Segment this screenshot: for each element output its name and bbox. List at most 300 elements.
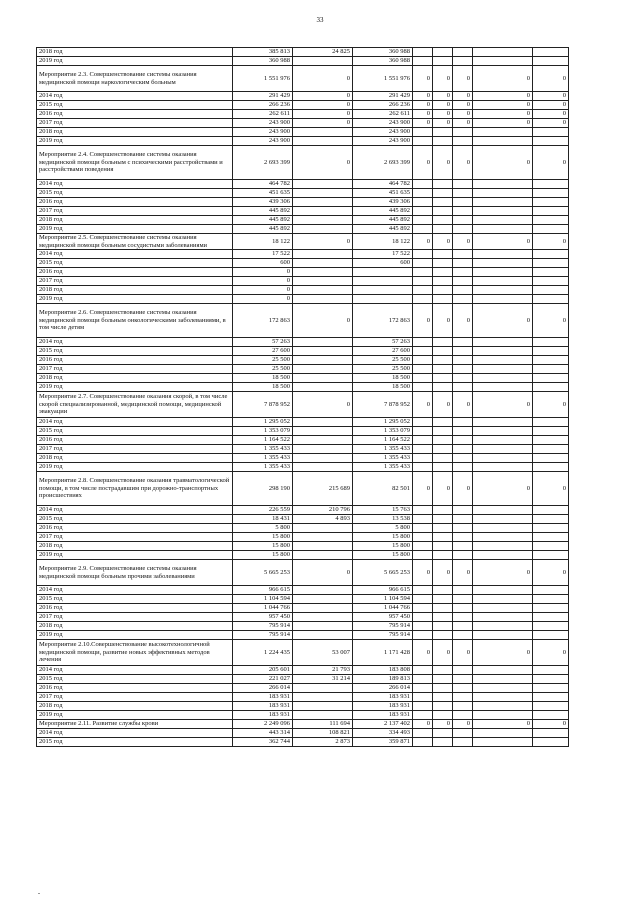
amount-cell-c4 (433, 533, 453, 542)
amount-cell-c5 (453, 180, 473, 189)
amount-cell-c5 (453, 365, 473, 374)
amount-cell-c3 (413, 365, 433, 374)
amount-cell-c7 (533, 463, 569, 472)
amount-cell-c6 (473, 295, 533, 304)
amount-cell-c1 (293, 436, 353, 445)
amount-cell-c7 (533, 738, 569, 747)
amount-cell-total: 1 164 522 (233, 436, 293, 445)
amount-cell-c2 (353, 277, 413, 286)
amount-cell-c4 (433, 463, 453, 472)
amount-cell-c3: 0 (413, 110, 433, 119)
amount-cell-c6 (473, 128, 533, 137)
amount-cell-c7 (533, 595, 569, 604)
amount-cell-c7: 0 (533, 92, 569, 101)
amount-cell-c7 (533, 198, 569, 207)
amount-cell-total: 1 355 433 (233, 445, 293, 454)
year-cell: 2019 год (37, 137, 233, 146)
amount-cell-c3 (413, 250, 433, 259)
year-cell: 2018 год (37, 216, 233, 225)
amount-cell-c6 (473, 356, 533, 365)
amount-cell-c1 (293, 586, 353, 595)
amount-cell-c7 (533, 631, 569, 640)
scan-mark (38, 893, 40, 894)
amount-cell-total: 243 900 (233, 119, 293, 128)
year-cell: 2018 год (37, 286, 233, 295)
amount-cell-c6 (473, 418, 533, 427)
amount-cell-c4: 0 (433, 560, 453, 586)
year-cell: 2018 год (37, 622, 233, 631)
amount-cell-c7 (533, 374, 569, 383)
amount-cell-c6 (473, 454, 533, 463)
amount-cell-c5 (453, 684, 473, 693)
amount-cell-c7 (533, 365, 569, 374)
amount-cell-c5 (453, 454, 473, 463)
amount-cell-total: 795 914 (233, 622, 293, 631)
amount-cell-c2: 266 014 (353, 684, 413, 693)
amount-cell-c4 (433, 137, 453, 146)
year-row (37, 338, 569, 347)
amount-cell-c5 (453, 675, 473, 684)
amount-cell-c5 (453, 198, 473, 207)
year-cell: 2015 год (37, 738, 233, 747)
amount-cell-c5 (453, 463, 473, 472)
amount-cell-c2: 27 600 (353, 347, 413, 356)
amount-cell-c3 (413, 675, 433, 684)
amount-cell-total: 18 500 (233, 374, 293, 383)
amount-cell-c2: 17 522 (353, 250, 413, 259)
amount-cell-c3 (413, 418, 433, 427)
amount-cell-c7: 0 (533, 640, 569, 666)
amount-cell-c4 (433, 268, 453, 277)
amount-cell-c3 (413, 277, 433, 286)
year-row (37, 128, 569, 137)
amount-cell-c4 (433, 365, 453, 374)
amount-cell-c6 (473, 268, 533, 277)
event-name-cell: Мероприятие 2.7. Совершенствование оказания скорой, в том числе скорой специализированной, медицинской помощи, медицинской эвакуации (37, 392, 233, 418)
amount-cell-c5 (453, 729, 473, 738)
amount-cell-c2: 445 892 (353, 225, 413, 234)
amount-cell-c5 (453, 542, 473, 551)
year-cell: 2015 год (37, 595, 233, 604)
amount-cell-c5 (453, 595, 473, 604)
year-row (37, 92, 569, 101)
year-row (37, 666, 569, 675)
amount-cell-c3: 0 (413, 640, 433, 666)
amount-cell-total: 262 611 (233, 110, 293, 119)
amount-cell-total: 600 (233, 259, 293, 268)
year-cell: 2014 год (37, 250, 233, 259)
amount-cell-c6: 0 (473, 720, 533, 729)
amount-cell-c7: 0 (533, 472, 569, 506)
amount-cell-c1 (293, 356, 353, 365)
amount-cell-total: 291 429 (233, 92, 293, 101)
amount-cell-c6 (473, 542, 533, 551)
amount-cell-c1 (293, 524, 353, 533)
amount-cell-c4 (433, 374, 453, 383)
year-cell: 2015 год (37, 515, 233, 524)
amount-cell-c2: 57 263 (353, 338, 413, 347)
amount-cell-c1 (293, 622, 353, 631)
year-row (37, 729, 569, 738)
amount-cell-c6 (473, 57, 533, 66)
amount-cell-c3 (413, 666, 433, 675)
amount-cell-c5: 0 (453, 92, 473, 101)
budget-table (36, 47, 569, 747)
amount-cell-c6 (473, 277, 533, 286)
amount-cell-c7: 0 (533, 234, 569, 250)
amount-cell-c3: 0 (413, 92, 433, 101)
amount-cell-c4: 0 (433, 304, 453, 338)
amount-cell-c3 (413, 631, 433, 640)
event-name-cell: Мероприятие 2.11. Развитие службы крови (37, 720, 233, 729)
amount-cell-c7 (533, 666, 569, 675)
year-cell: 2015 год (37, 347, 233, 356)
year-cell: 2016 год (37, 110, 233, 119)
amount-cell-c3 (413, 48, 433, 57)
amount-cell-c2: 1 355 433 (353, 454, 413, 463)
amount-cell-c3 (413, 586, 433, 595)
amount-cell-c5 (453, 551, 473, 560)
amount-cell-c1: 31 214 (293, 675, 353, 684)
event-row (37, 304, 569, 338)
amount-cell-c4 (433, 675, 453, 684)
amount-cell-total: 205 601 (233, 666, 293, 675)
amount-cell-total: 385 813 (233, 48, 293, 57)
year-row (37, 268, 569, 277)
year-row (37, 198, 569, 207)
amount-cell-c5 (453, 356, 473, 365)
amount-cell-total: 0 (233, 286, 293, 295)
amount-cell-total: 243 900 (233, 128, 293, 137)
amount-cell-total: 25 500 (233, 365, 293, 374)
amount-cell-c5 (453, 250, 473, 259)
amount-cell-c6 (473, 427, 533, 436)
amount-cell-c4 (433, 693, 453, 702)
amount-cell-c6 (473, 684, 533, 693)
amount-cell-c5: 0 (453, 101, 473, 110)
amount-cell-c7 (533, 418, 569, 427)
amount-cell-c2: 957 450 (353, 613, 413, 622)
amount-cell-c2: 360 988 (353, 57, 413, 66)
amount-cell-c4 (433, 277, 453, 286)
year-row (37, 463, 569, 472)
year-cell: 2018 год (37, 48, 233, 57)
year-cell: 2016 год (37, 684, 233, 693)
amount-cell-c7 (533, 383, 569, 392)
amount-cell-c5 (453, 338, 473, 347)
year-row (37, 48, 569, 57)
amount-cell-c2: 445 892 (353, 207, 413, 216)
amount-cell-c6 (473, 338, 533, 347)
year-row (37, 515, 569, 524)
amount-cell-c6 (473, 702, 533, 711)
amount-cell-c4 (433, 198, 453, 207)
amount-cell-c5: 0 (453, 560, 473, 586)
amount-cell-c6 (473, 383, 533, 392)
amount-cell-c5 (453, 613, 473, 622)
amount-cell-c4 (433, 427, 453, 436)
amount-cell-c4 (433, 57, 453, 66)
amount-cell-c1: 0 (293, 560, 353, 586)
year-row (37, 277, 569, 286)
year-cell: 2019 год (37, 463, 233, 472)
year-row (37, 180, 569, 189)
amount-cell-c5 (453, 515, 473, 524)
amount-cell-c3: 0 (413, 472, 433, 506)
amount-cell-c6: 0 (473, 119, 533, 128)
year-row (37, 454, 569, 463)
amount-cell-c3 (413, 604, 433, 613)
amount-cell-total: 1 355 433 (233, 454, 293, 463)
year-cell: 2016 год (37, 268, 233, 277)
year-row (37, 418, 569, 427)
amount-cell-total: 0 (233, 277, 293, 286)
amount-cell-c2: 334 493 (353, 729, 413, 738)
amount-cell-c5 (453, 666, 473, 675)
year-cell: 2018 год (37, 454, 233, 463)
amount-cell-c7: 0 (533, 66, 569, 92)
year-row (37, 542, 569, 551)
amount-cell-c6: 0 (473, 234, 533, 250)
amount-cell-c4 (433, 551, 453, 560)
amount-cell-c3 (413, 259, 433, 268)
amount-cell-c1: 108 821 (293, 729, 353, 738)
amount-cell-c5 (453, 693, 473, 702)
amount-cell-c1 (293, 57, 353, 66)
amount-cell-c7 (533, 128, 569, 137)
amount-cell-c1: 0 (293, 92, 353, 101)
amount-cell-c3 (413, 57, 433, 66)
amount-cell-c2: 25 500 (353, 365, 413, 374)
amount-cell-total: 443 314 (233, 729, 293, 738)
amount-cell-total: 966 615 (233, 586, 293, 595)
amount-cell-c4: 0 (433, 66, 453, 92)
amount-cell-c1: 0 (293, 234, 353, 250)
amount-cell-c6 (473, 463, 533, 472)
amount-cell-c2: 360 988 (353, 48, 413, 57)
amount-cell-c5 (453, 225, 473, 234)
amount-cell-c4 (433, 436, 453, 445)
amount-cell-c5: 0 (453, 304, 473, 338)
amount-cell-c3 (413, 729, 433, 738)
amount-cell-c5: 0 (453, 146, 473, 180)
amount-cell-c4 (433, 738, 453, 747)
year-cell: 2015 год (37, 427, 233, 436)
amount-cell-total: 1 551 976 (233, 66, 293, 92)
amount-cell-c3: 0 (413, 392, 433, 418)
amount-cell-c4: 0 (433, 720, 453, 729)
amount-cell-c7 (533, 338, 569, 347)
amount-cell-c1: 0 (293, 110, 353, 119)
amount-cell-c7: 0 (533, 560, 569, 586)
amount-cell-c1 (293, 365, 353, 374)
amount-cell-c4 (433, 48, 453, 57)
amount-cell-c5 (453, 711, 473, 720)
year-row (37, 137, 569, 146)
amount-cell-c4 (433, 295, 453, 304)
amount-cell-c6 (473, 259, 533, 268)
year-row (37, 216, 569, 225)
amount-cell-c6 (473, 198, 533, 207)
amount-cell-c4 (433, 445, 453, 454)
amount-cell-c2: 445 892 (353, 216, 413, 225)
amount-cell-c5 (453, 524, 473, 533)
amount-cell-total: 18 500 (233, 383, 293, 392)
amount-cell-c1 (293, 128, 353, 137)
amount-cell-c4 (433, 542, 453, 551)
amount-cell-c2: 13 538 (353, 515, 413, 524)
amount-cell-c7 (533, 729, 569, 738)
amount-cell-c2: 2 137 402 (353, 720, 413, 729)
amount-cell-c6 (473, 738, 533, 747)
amount-cell-c3 (413, 137, 433, 146)
amount-cell-c6 (473, 436, 533, 445)
year-cell: 2017 год (37, 693, 233, 702)
year-cell: 2014 год (37, 666, 233, 675)
year-row (37, 286, 569, 295)
amount-cell-c4 (433, 631, 453, 640)
amount-cell-total: 15 800 (233, 533, 293, 542)
amount-cell-c7 (533, 675, 569, 684)
amount-cell-total: 15 800 (233, 542, 293, 551)
amount-cell-c3 (413, 427, 433, 436)
amount-cell-c4 (433, 347, 453, 356)
amount-cell-c7: 0 (533, 392, 569, 418)
amount-cell-c1: 53 007 (293, 640, 353, 666)
amount-cell-c1: 210 796 (293, 506, 353, 515)
amount-cell-c4 (433, 586, 453, 595)
amount-cell-c4 (433, 259, 453, 268)
amount-cell-c2: 1 295 052 (353, 418, 413, 427)
amount-cell-c7 (533, 57, 569, 66)
amount-cell-c3 (413, 533, 433, 542)
amount-cell-total: 18 122 (233, 234, 293, 250)
amount-cell-c7 (533, 604, 569, 613)
amount-cell-total: 795 914 (233, 631, 293, 640)
amount-cell-c1 (293, 259, 353, 268)
amount-cell-c3 (413, 524, 433, 533)
amount-cell-c5 (453, 48, 473, 57)
amount-cell-c6: 0 (473, 92, 533, 101)
amount-cell-c7 (533, 286, 569, 295)
year-cell: 2017 год (37, 277, 233, 286)
amount-cell-c3 (413, 542, 433, 551)
year-row (37, 702, 569, 711)
amount-cell-c4: 0 (433, 119, 453, 128)
amount-cell-c1 (293, 693, 353, 702)
amount-cell-c6: 0 (473, 146, 533, 180)
amount-cell-total: 18 431 (233, 515, 293, 524)
year-row (37, 586, 569, 595)
year-cell: 2014 год (37, 729, 233, 738)
amount-cell-c2: 82 501 (353, 472, 413, 506)
event-name-cell: Мероприятие 2.4. Совершенствование системы оказания медицинской помощи больным с психическими расстройствами и расстройствами поведения (37, 146, 233, 180)
amount-cell-c6 (473, 595, 533, 604)
amount-cell-c3 (413, 595, 433, 604)
amount-cell-c1: 0 (293, 146, 353, 180)
year-row (37, 295, 569, 304)
amount-cell-c4: 0 (433, 92, 453, 101)
year-cell: 2019 год (37, 225, 233, 234)
amount-cell-c6 (473, 515, 533, 524)
amount-cell-c4 (433, 189, 453, 198)
amount-cell-c1: 215 689 (293, 472, 353, 506)
event-row (37, 472, 569, 506)
year-row (37, 711, 569, 720)
amount-cell-c7 (533, 622, 569, 631)
amount-cell-total: 226 559 (233, 506, 293, 515)
amount-cell-c4: 0 (433, 101, 453, 110)
amount-cell-c3 (413, 711, 433, 720)
amount-cell-c2: 1 355 433 (353, 445, 413, 454)
amount-cell-c7 (533, 48, 569, 57)
amount-cell-c1 (293, 631, 353, 640)
year-cell: 2016 год (37, 524, 233, 533)
amount-cell-c7 (533, 533, 569, 542)
amount-cell-c7 (533, 436, 569, 445)
amount-cell-c7 (533, 693, 569, 702)
amount-cell-c5 (453, 277, 473, 286)
amount-cell-c4 (433, 180, 453, 189)
amount-cell-c4 (433, 338, 453, 347)
amount-cell-total: 957 450 (233, 613, 293, 622)
amount-cell-c2: 183 931 (353, 711, 413, 720)
year-cell: 2014 год (37, 418, 233, 427)
year-cell: 2019 год (37, 551, 233, 560)
year-row (37, 365, 569, 374)
amount-cell-c3 (413, 738, 433, 747)
year-row (37, 101, 569, 110)
year-cell: 2017 год (37, 445, 233, 454)
amount-cell-c5 (453, 622, 473, 631)
year-cell: 2018 год (37, 702, 233, 711)
amount-cell-c5 (453, 631, 473, 640)
amount-cell-c2: 266 236 (353, 101, 413, 110)
amount-cell-c6 (473, 666, 533, 675)
amount-cell-c6 (473, 189, 533, 198)
year-cell: 2019 год (37, 631, 233, 640)
amount-cell-c5 (453, 128, 473, 137)
year-cell: 2017 год (37, 207, 233, 216)
event-name-cell: Мероприятие 2.10.Совершенствование высокотехнологичной медицинской помощи, развитие новых эффективных методов лечения (37, 640, 233, 666)
amount-cell-c1 (293, 347, 353, 356)
amount-cell-c4 (433, 702, 453, 711)
amount-cell-c1 (293, 286, 353, 295)
amount-cell-c5 (453, 347, 473, 356)
amount-cell-c6: 0 (473, 640, 533, 666)
amount-cell-c2: 291 429 (353, 92, 413, 101)
amount-cell-total: 0 (233, 268, 293, 277)
amount-cell-c1 (293, 277, 353, 286)
amount-cell-c2: 189 813 (353, 675, 413, 684)
year-cell: 2014 год (37, 506, 233, 515)
amount-cell-c4 (433, 225, 453, 234)
event-row (37, 560, 569, 586)
year-row (37, 622, 569, 631)
amount-cell-c1 (293, 463, 353, 472)
amount-cell-total: 266 014 (233, 684, 293, 693)
event-row (37, 234, 569, 250)
amount-cell-c5: 0 (453, 66, 473, 92)
year-cell: 2016 год (37, 436, 233, 445)
amount-cell-c3 (413, 295, 433, 304)
amount-cell-c7 (533, 684, 569, 693)
amount-cell-c5 (453, 383, 473, 392)
amount-cell-c3 (413, 613, 433, 622)
year-cell: 2014 год (37, 180, 233, 189)
amount-cell-total: 1 104 594 (233, 595, 293, 604)
amount-cell-c3 (413, 286, 433, 295)
